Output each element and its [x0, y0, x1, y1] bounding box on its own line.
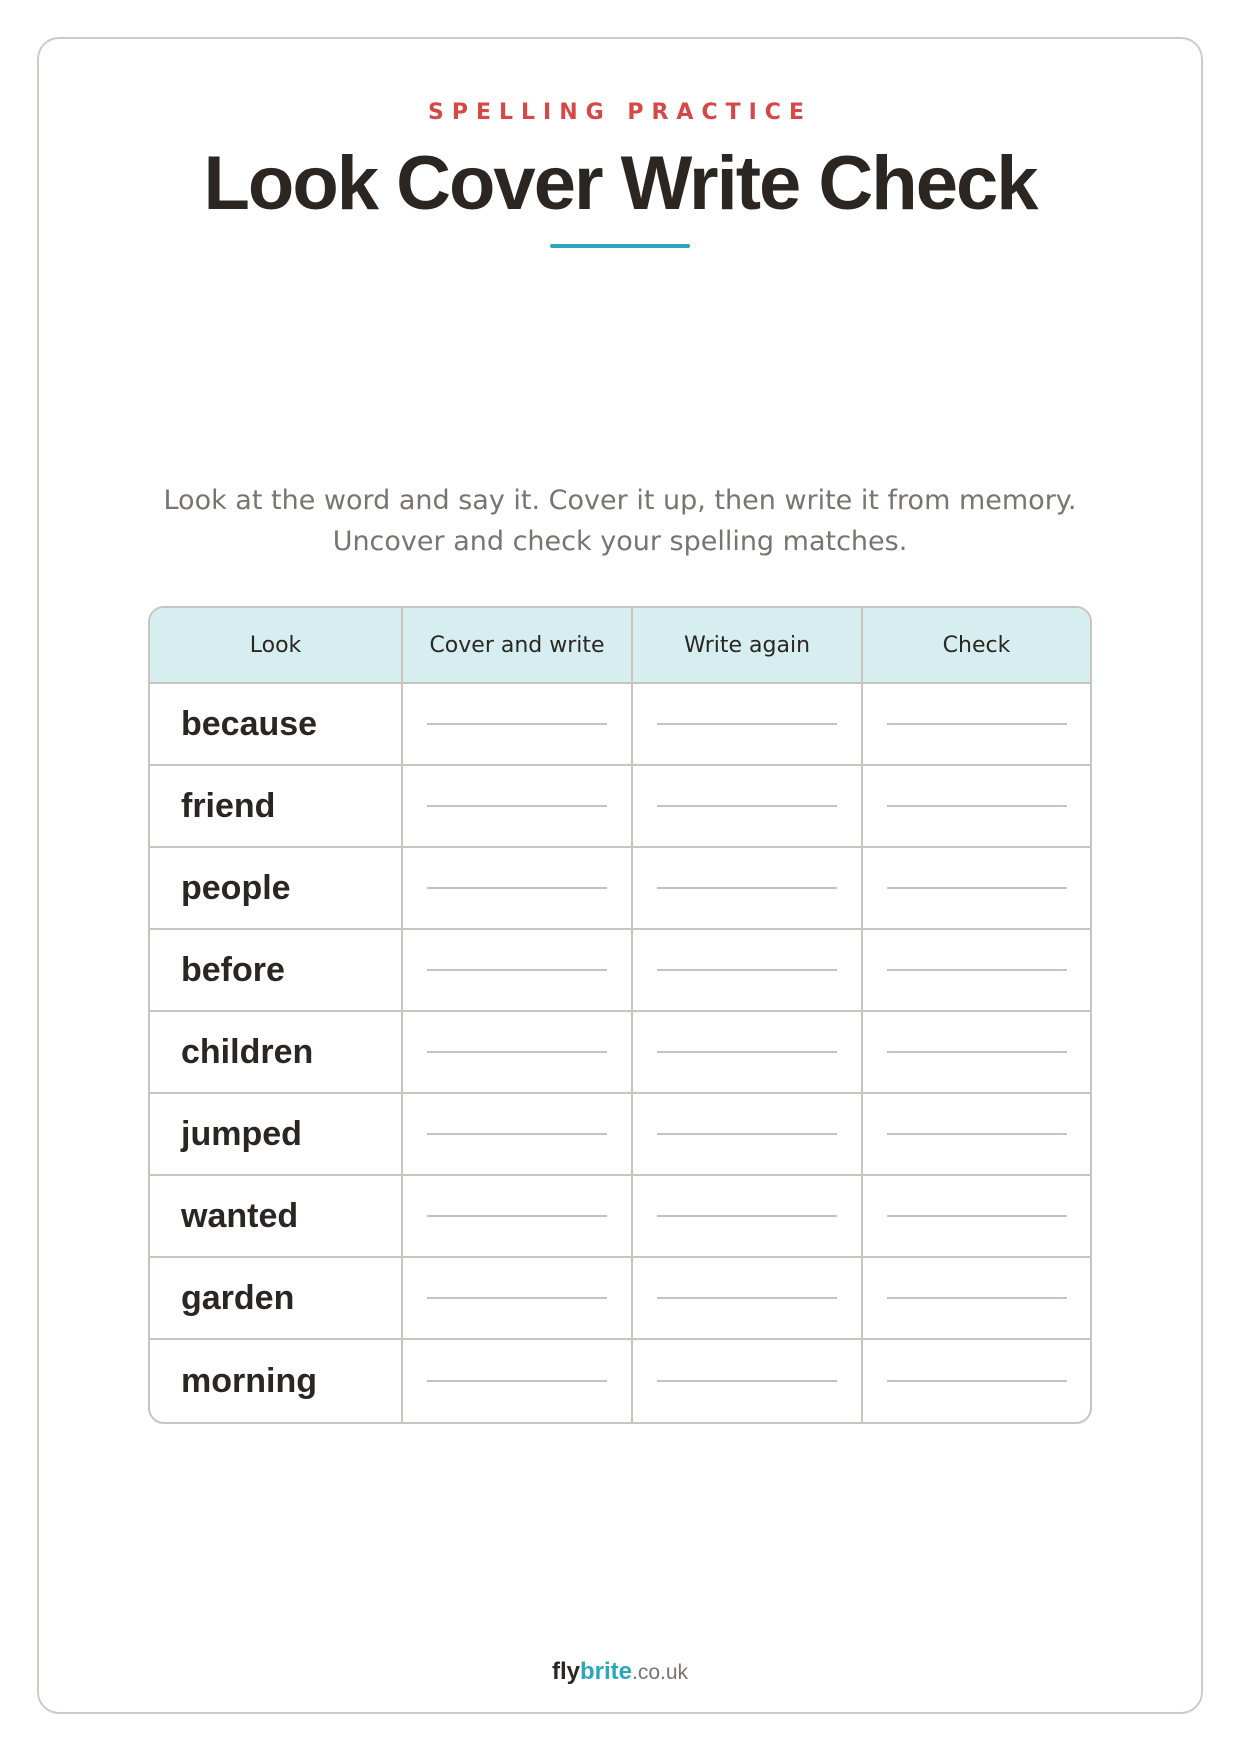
- check-cell[interactable]: [863, 930, 1090, 1010]
- write-line: [887, 887, 1067, 889]
- table-row: [150, 930, 1090, 1012]
- write-line: [657, 887, 837, 889]
- write-again-cell[interactable]: [633, 930, 863, 1010]
- write-again-cell[interactable]: [633, 1176, 863, 1256]
- table-row: [150, 1094, 1090, 1176]
- write-line: [657, 1297, 837, 1299]
- write-line: [657, 1380, 837, 1382]
- cover-and-write-cell[interactable]: [403, 684, 633, 764]
- table-row: [150, 766, 1090, 848]
- write-line: [657, 723, 837, 725]
- write-again-cell[interactable]: [633, 1258, 863, 1338]
- write-line: [887, 805, 1067, 807]
- write-line: [887, 1380, 1067, 1382]
- word-cell: people: [150, 848, 403, 928]
- write-again-cell[interactable]: [633, 1094, 863, 1174]
- cover-and-write-cell[interactable]: [403, 1340, 633, 1422]
- title-underline: [550, 244, 690, 248]
- table-row: [150, 1258, 1090, 1340]
- check-cell[interactable]: [863, 1258, 1090, 1338]
- word-cell: friend: [150, 766, 403, 846]
- word-cell: children: [150, 1012, 403, 1092]
- table-row: [150, 684, 1090, 766]
- column-header-check: Check: [942, 632, 1011, 658]
- check-cell[interactable]: [863, 766, 1090, 846]
- word-cell: wanted: [150, 1176, 403, 1256]
- check-cell[interactable]: [863, 1340, 1090, 1422]
- table-header-row: [150, 608, 1090, 684]
- write-line: [657, 805, 837, 807]
- check-cell[interactable]: [863, 848, 1090, 928]
- instructions: [0, 480, 1240, 562]
- write-again-cell[interactable]: [633, 1340, 863, 1422]
- footer-brand: [0, 1658, 1240, 1686]
- cover-and-write-cell[interactable]: [403, 848, 633, 928]
- cover-and-write-cell[interactable]: [403, 1012, 633, 1092]
- write-line: [427, 1133, 607, 1135]
- cover-and-write-cell[interactable]: [403, 1176, 633, 1256]
- write-line: [657, 1051, 837, 1053]
- check-cell[interactable]: [863, 1012, 1090, 1092]
- table-row: [150, 1012, 1090, 1094]
- word-cell: because: [150, 684, 403, 764]
- write-again-cell[interactable]: [633, 848, 863, 928]
- write-line: [887, 1215, 1067, 1217]
- write-line: [657, 1133, 837, 1135]
- write-again-cell[interactable]: [633, 1012, 863, 1092]
- write-line: [427, 1051, 607, 1053]
- word-cell: morning: [150, 1340, 403, 1422]
- check-cell[interactable]: [863, 684, 1090, 764]
- cover-and-write-cell[interactable]: [403, 930, 633, 1010]
- check-cell[interactable]: [863, 1176, 1090, 1256]
- column-header-look: Look: [150, 608, 403, 682]
- write-line: [657, 1215, 837, 1217]
- column-header-write-again: Write again: [633, 608, 863, 682]
- write-again-cell[interactable]: [633, 684, 863, 764]
- write-line: [427, 1297, 607, 1299]
- cover-and-write-cell[interactable]: [403, 766, 633, 846]
- table-row: [150, 1340, 1090, 1422]
- write-line: [427, 1380, 607, 1382]
- write-line: [887, 1297, 1067, 1299]
- instructions-line-1: Look at the word and say it. Cover it up, then write it from memory.: [163, 485, 1077, 516]
- write-line: [427, 887, 607, 889]
- write-line: [657, 969, 837, 971]
- write-again-cell[interactable]: [633, 766, 863, 846]
- column-header-cover-and-write: Cover and write: [403, 608, 633, 682]
- write-line: [427, 1215, 607, 1217]
- write-line: [427, 805, 607, 807]
- write-line: [887, 969, 1067, 971]
- cover-and-write-cell[interactable]: [403, 1094, 633, 1174]
- worksheet-title: Look Cover Write Check: [203, 141, 1037, 226]
- instructions-line-2: Uncover and check your spelling matches.: [332, 526, 908, 557]
- write-line: [887, 1051, 1067, 1053]
- worksheet-eyebrow: SPELLING PRACTICE: [428, 100, 812, 125]
- write-line: [427, 969, 607, 971]
- spelling-table: [148, 606, 1092, 1424]
- write-line: [887, 1133, 1067, 1135]
- word-cell: jumped: [150, 1094, 403, 1174]
- word-cell: before: [150, 930, 403, 1010]
- check-cell[interactable]: [863, 1094, 1090, 1174]
- write-line: [887, 723, 1067, 725]
- cover-and-write-cell[interactable]: [403, 1258, 633, 1338]
- write-line: [427, 723, 607, 725]
- brand-domain: .co.uk: [632, 1661, 689, 1684]
- brand-name-part1: fly: [551, 1658, 580, 1685]
- table-row: [150, 1176, 1090, 1258]
- table-row: [150, 848, 1090, 930]
- word-cell: garden: [150, 1258, 403, 1338]
- brand-name-part2: brite: [579, 1658, 632, 1685]
